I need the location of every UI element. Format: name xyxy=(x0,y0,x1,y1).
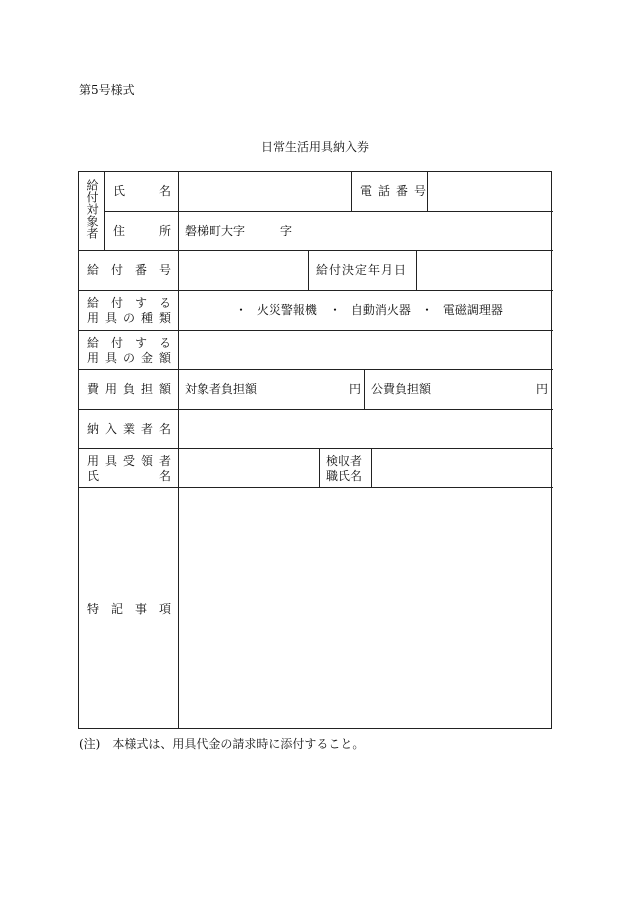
benefit-number-value[interactable] xyxy=(185,263,303,277)
col-divider xyxy=(178,172,179,729)
benefit-number-label: 給 付 番 号 xyxy=(87,263,171,277)
cost-share-label: 費 用 負 担 額 xyxy=(87,382,171,396)
equipment-amount-label-line2: 用 具 の 金 額 xyxy=(87,351,171,365)
inspector-label-line1: 検収者 xyxy=(326,454,363,468)
supplier-label: 納 入 業 者 名 xyxy=(87,422,171,436)
form-number: 第5号様式 xyxy=(79,83,135,97)
document-title: 日常生活用具納入券 xyxy=(260,140,369,154)
equipment-option-induction-cooker[interactable]: ・ 電磁調理器 xyxy=(421,303,503,317)
receiver-value[interactable] xyxy=(185,461,315,475)
row-divider xyxy=(79,330,553,331)
phone-label: 電話番号 xyxy=(360,184,433,198)
col-divider xyxy=(319,448,320,488)
inspector-label-line2: 職氏名 xyxy=(326,469,363,483)
remarks-value[interactable] xyxy=(185,497,545,722)
row-divider xyxy=(79,487,553,488)
row-divider xyxy=(79,448,553,449)
address-value-suffix: 字 xyxy=(280,224,293,238)
inspector-value[interactable] xyxy=(379,461,544,475)
footnote: (注) 本様式は、用具代金の請求時に添付すること。 xyxy=(79,737,365,751)
row-divider xyxy=(79,369,553,370)
address-value-prefix: 磐梯町大字 xyxy=(185,224,246,238)
col-divider xyxy=(416,250,417,290)
decision-date-label: 給付決定年月日 xyxy=(316,263,408,277)
row-divider xyxy=(104,211,553,212)
yen-label-1: 円 xyxy=(349,382,362,396)
row-divider xyxy=(79,290,553,291)
equipment-option-auto-extinguisher[interactable]: ・ 自動消火器 xyxy=(329,303,411,317)
col-divider xyxy=(371,448,372,488)
equipment-amount-value[interactable] xyxy=(185,343,545,357)
phone-value[interactable] xyxy=(434,184,544,198)
col-divider xyxy=(351,172,352,211)
decision-date-value[interactable] xyxy=(424,263,544,277)
row-divider xyxy=(79,409,553,410)
yen-label-2: 円 xyxy=(536,382,549,396)
col-divider xyxy=(364,369,365,409)
recipient-share-label: 対象者負担額 xyxy=(185,382,258,396)
col-divider xyxy=(104,172,105,251)
remarks-label: 特 記 事 項 xyxy=(87,602,171,616)
equipment-type-label-line1: 給 付 す る xyxy=(87,296,171,310)
recipient-group-label: 給付対象者 xyxy=(85,179,99,239)
name-value[interactable] xyxy=(185,184,345,198)
equipment-type-label-line2: 用 具 の 種 類 xyxy=(87,311,171,325)
public-share-label: 公費負担額 xyxy=(371,382,432,396)
equipment-amount-label-line1: 給 付 す る xyxy=(87,336,171,350)
receiver-label-line2: 氏 名 xyxy=(87,469,171,483)
equipment-option-fire-alarm[interactable]: ・ 火災警報機 xyxy=(235,303,317,317)
address-label: 住 所 xyxy=(113,224,171,238)
col-divider xyxy=(308,250,309,290)
form-table xyxy=(78,171,552,729)
row-divider xyxy=(79,250,553,251)
supplier-value[interactable] xyxy=(185,422,545,436)
receiver-label-line1: 用 具 受 領 者 xyxy=(87,454,171,468)
name-label: 氏 名 xyxy=(113,184,171,198)
